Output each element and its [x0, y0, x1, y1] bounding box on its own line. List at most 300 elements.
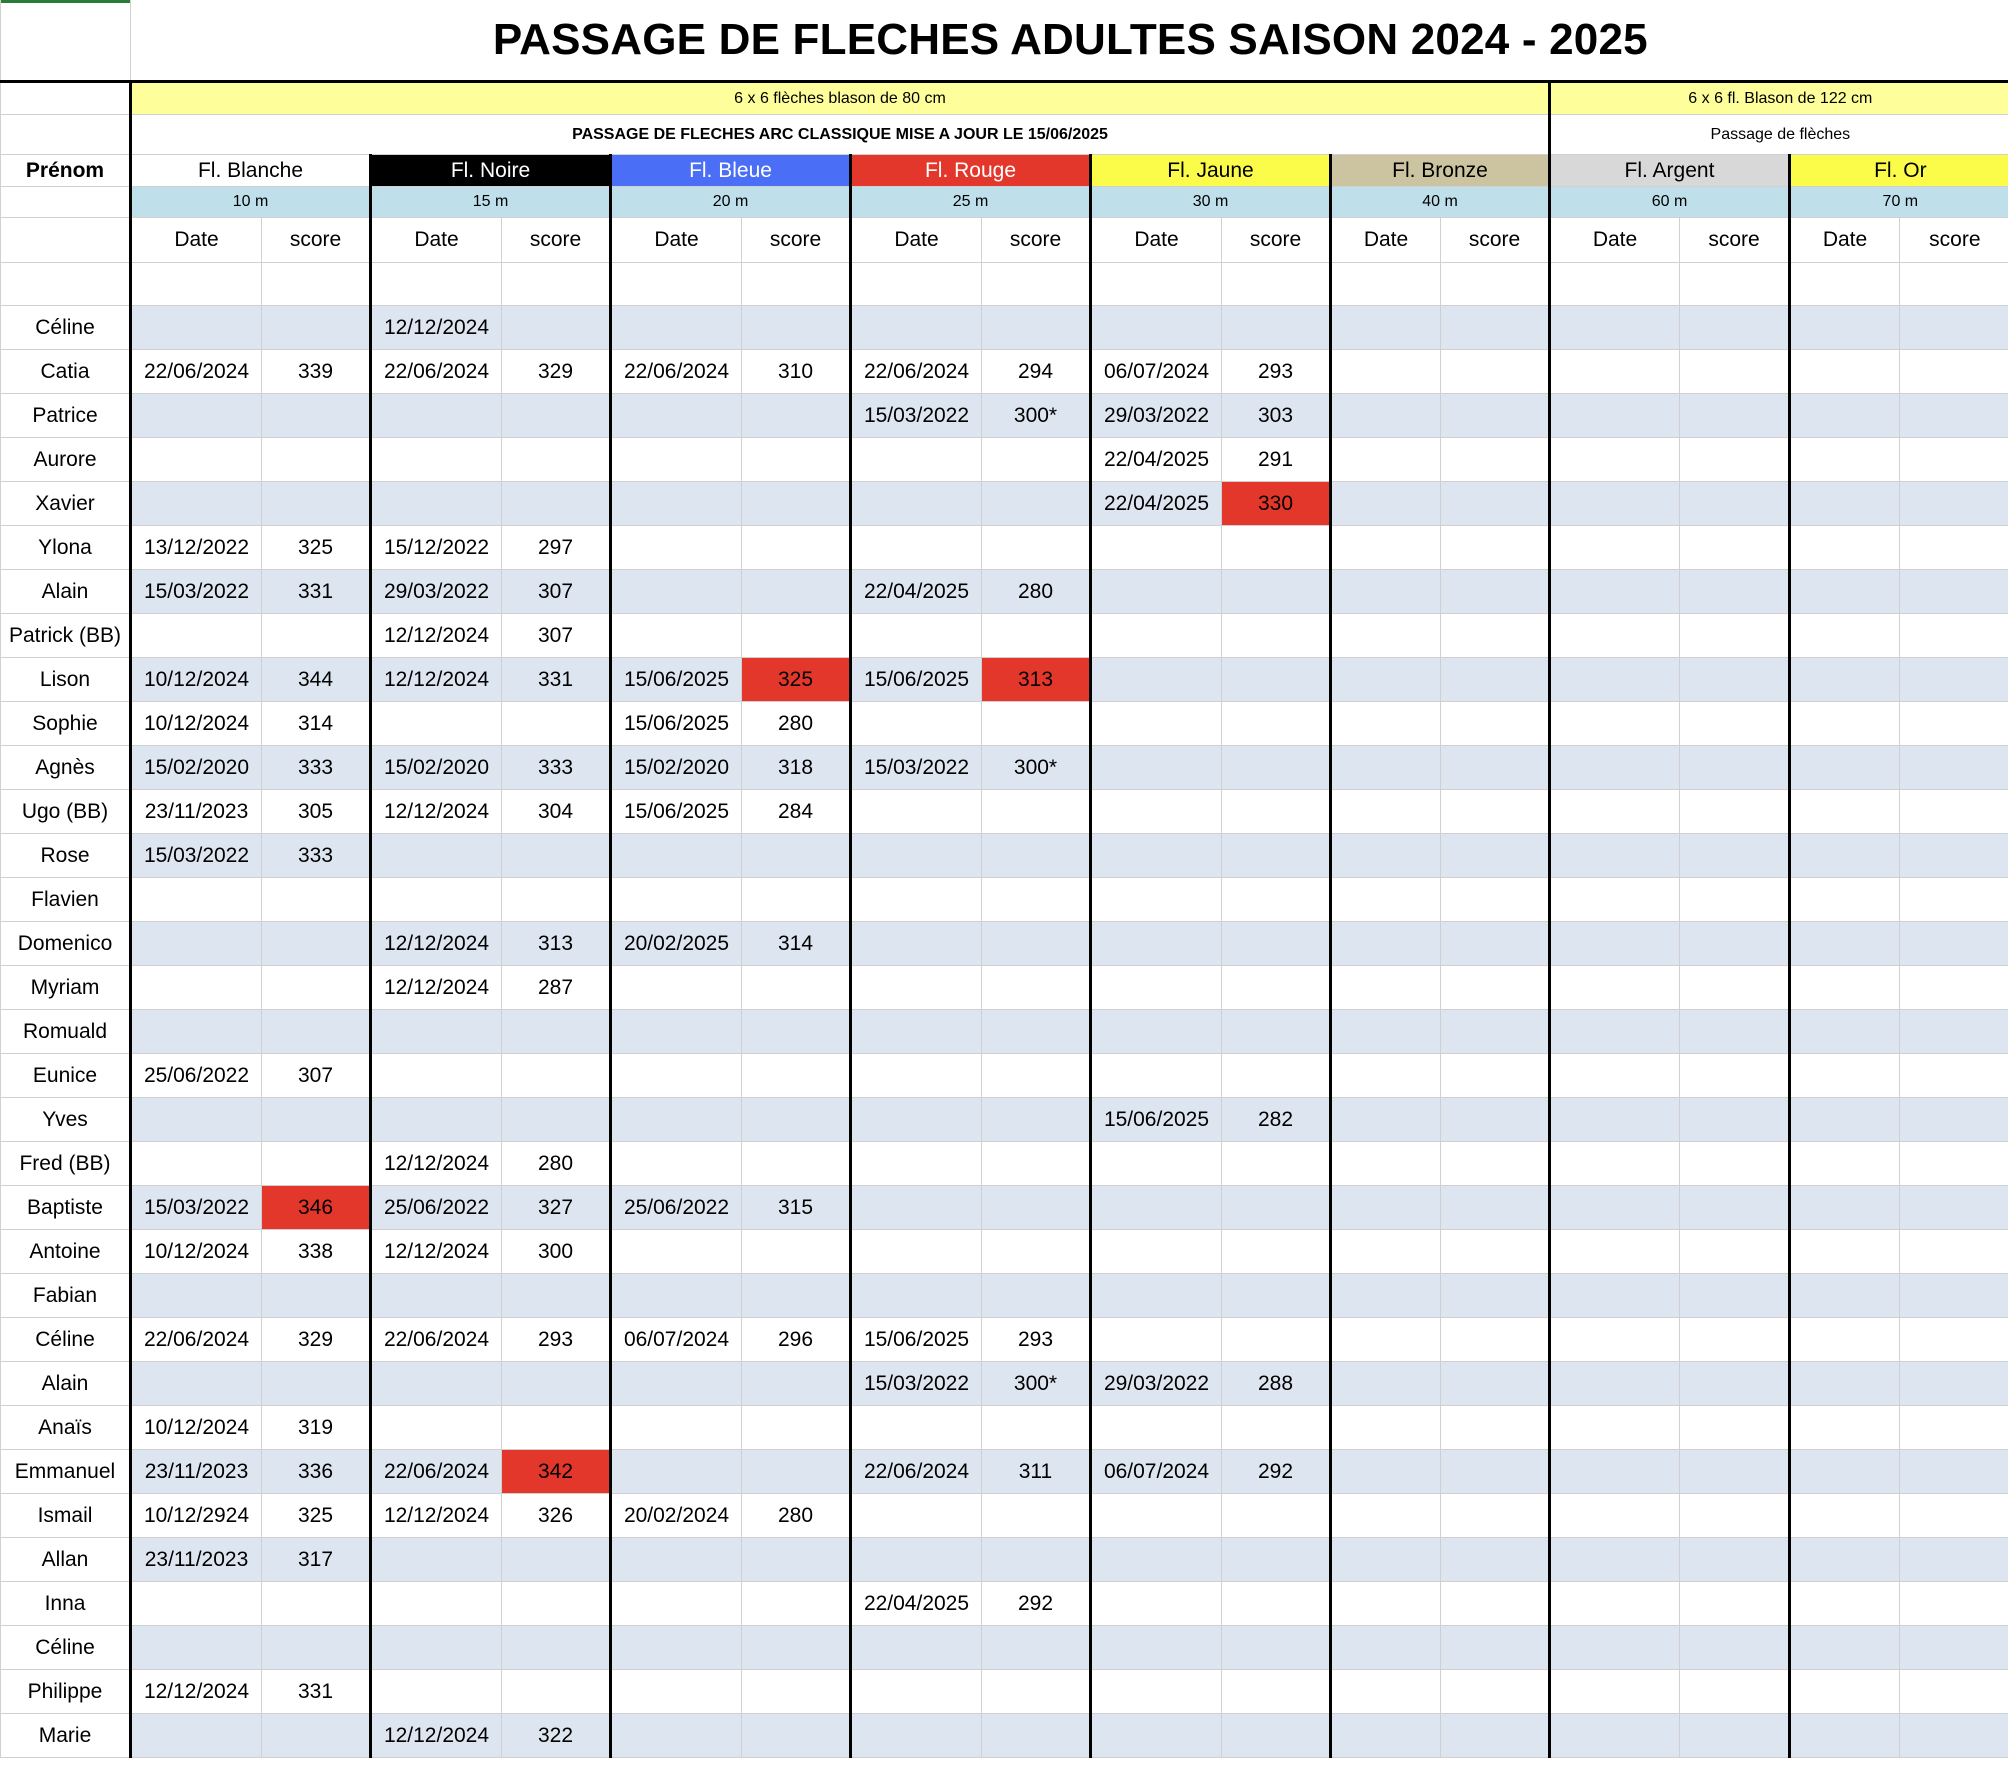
- score-cell[interactable]: [262, 1142, 371, 1186]
- score-cell[interactable]: 293: [502, 1318, 611, 1362]
- score-cell[interactable]: [742, 438, 851, 482]
- score-cell[interactable]: [1680, 1626, 1790, 1670]
- score-cell[interactable]: [1900, 966, 2008, 1010]
- score-cell[interactable]: [742, 614, 851, 658]
- date-cell[interactable]: [851, 1714, 982, 1758]
- date-cell[interactable]: 23/11/2023: [131, 790, 262, 834]
- score-cell[interactable]: [262, 1714, 371, 1758]
- score-cell[interactable]: [1680, 1010, 1790, 1054]
- empty-cell[interactable]: [1550, 263, 1680, 306]
- date-cell[interactable]: [851, 966, 982, 1010]
- date-cell[interactable]: [1091, 658, 1222, 702]
- date-cell[interactable]: 23/11/2023: [131, 1538, 262, 1582]
- score-cell[interactable]: 339: [262, 350, 371, 394]
- score-cell[interactable]: 292: [982, 1582, 1091, 1626]
- score-cell[interactable]: [1680, 526, 1790, 570]
- score-cell[interactable]: [1441, 1582, 1550, 1626]
- date-cell[interactable]: [1331, 1538, 1441, 1582]
- score-cell[interactable]: [1680, 1538, 1790, 1582]
- date-cell[interactable]: [1550, 1406, 1680, 1450]
- date-cell[interactable]: [1790, 1714, 1900, 1758]
- empty-cell[interactable]: [1441, 263, 1550, 306]
- score-cell[interactable]: [1441, 1186, 1550, 1230]
- score-cell[interactable]: [982, 1626, 1091, 1670]
- score-cell[interactable]: [1900, 1714, 2008, 1758]
- score-cell[interactable]: 307: [502, 614, 611, 658]
- date-cell[interactable]: 23/11/2023: [131, 1450, 262, 1494]
- score-cell[interactable]: [1900, 1098, 2008, 1142]
- band-label-cell[interactable]: [1, 82, 131, 115]
- score-cell[interactable]: 297: [502, 526, 611, 570]
- score-cell[interactable]: [1441, 1626, 1550, 1670]
- archer-name[interactable]: Baptiste: [1, 1186, 131, 1230]
- score-cell[interactable]: [1222, 1406, 1331, 1450]
- archer-name[interactable]: Ylona: [1, 526, 131, 570]
- archer-name[interactable]: Xavier: [1, 482, 131, 526]
- score-cell[interactable]: 292: [1222, 1450, 1331, 1494]
- archer-name[interactable]: Marie: [1, 1714, 131, 1758]
- date-cell[interactable]: [1331, 790, 1441, 834]
- score-cell[interactable]: [1680, 1494, 1790, 1538]
- date-cell[interactable]: 15/02/2020: [611, 746, 742, 790]
- date-cell[interactable]: [1790, 350, 1900, 394]
- date-cell[interactable]: [1790, 1538, 1900, 1582]
- score-cell[interactable]: [1900, 878, 2008, 922]
- score-cell[interactable]: 282: [1222, 1098, 1331, 1142]
- score-cell[interactable]: [1441, 394, 1550, 438]
- date-cell[interactable]: [1790, 1406, 1900, 1450]
- score-cell[interactable]: [1222, 746, 1331, 790]
- date-cell[interactable]: [611, 614, 742, 658]
- date-cell[interactable]: 15/03/2022: [131, 834, 262, 878]
- score-cell[interactable]: [1222, 1494, 1331, 1538]
- score-cell[interactable]: [1680, 1054, 1790, 1098]
- date-cell[interactable]: [1550, 306, 1680, 350]
- score-cell[interactable]: [1222, 922, 1331, 966]
- score-cell[interactable]: [1222, 1054, 1331, 1098]
- date-cell[interactable]: [1790, 1318, 1900, 1362]
- archer-name[interactable]: Ugo (BB): [1, 790, 131, 834]
- date-cell[interactable]: [131, 966, 262, 1010]
- score-cell[interactable]: 313: [982, 658, 1091, 702]
- date-cell[interactable]: [1331, 1714, 1441, 1758]
- date-cell[interactable]: [611, 1054, 742, 1098]
- date-cell[interactable]: [1550, 834, 1680, 878]
- date-cell[interactable]: [611, 482, 742, 526]
- date-cell[interactable]: [131, 614, 262, 658]
- score-cell[interactable]: 304: [502, 790, 611, 834]
- date-cell[interactable]: [851, 790, 982, 834]
- archer-name[interactable]: Lison: [1, 658, 131, 702]
- empty-cell[interactable]: [982, 263, 1091, 306]
- date-cell[interactable]: [1331, 1450, 1441, 1494]
- score-cell[interactable]: [1680, 614, 1790, 658]
- score-cell[interactable]: [742, 1010, 851, 1054]
- score-cell[interactable]: [1441, 570, 1550, 614]
- score-cell[interactable]: [1441, 1318, 1550, 1362]
- archer-name[interactable]: Ismail: [1, 1494, 131, 1538]
- date-cell[interactable]: [1331, 1494, 1441, 1538]
- date-cell[interactable]: [1550, 1274, 1680, 1318]
- date-cell[interactable]: [371, 1098, 502, 1142]
- score-cell[interactable]: 313: [502, 922, 611, 966]
- score-cell[interactable]: [1441, 966, 1550, 1010]
- date-cell[interactable]: [1790, 834, 1900, 878]
- date-cell[interactable]: 15/06/2025: [611, 702, 742, 746]
- date-cell[interactable]: [1790, 658, 1900, 702]
- score-cell[interactable]: [1441, 350, 1550, 394]
- score-cell[interactable]: 325: [262, 1494, 371, 1538]
- empty-cell[interactable]: [742, 263, 851, 306]
- score-cell[interactable]: 293: [982, 1318, 1091, 1362]
- date-cell[interactable]: 25/06/2022: [371, 1186, 502, 1230]
- date-cell[interactable]: [851, 482, 982, 526]
- archer-name[interactable]: Rose: [1, 834, 131, 878]
- score-cell[interactable]: [1441, 834, 1550, 878]
- date-cell[interactable]: 22/04/2025: [851, 570, 982, 614]
- date-cell[interactable]: [371, 1670, 502, 1714]
- score-cell[interactable]: [742, 1582, 851, 1626]
- date-cell[interactable]: [1550, 702, 1680, 746]
- date-cell[interactable]: [1790, 526, 1900, 570]
- score-cell[interactable]: [982, 526, 1091, 570]
- date-cell[interactable]: [1790, 570, 1900, 614]
- date-cell[interactable]: 12/12/2024: [371, 306, 502, 350]
- archer-name[interactable]: Domenico: [1, 922, 131, 966]
- score-cell[interactable]: [982, 878, 1091, 922]
- date-cell[interactable]: [1550, 746, 1680, 790]
- score-cell[interactable]: [1222, 1142, 1331, 1186]
- date-cell[interactable]: 12/12/2024: [371, 1142, 502, 1186]
- score-cell[interactable]: [1900, 1450, 2008, 1494]
- spacer-cell[interactable]: [1, 263, 131, 306]
- score-cell[interactable]: [1680, 922, 1790, 966]
- date-cell[interactable]: [1331, 1230, 1441, 1274]
- archer-name[interactable]: Catia: [1, 350, 131, 394]
- score-cell[interactable]: 333: [262, 834, 371, 878]
- date-cell[interactable]: 15/03/2022: [851, 1362, 982, 1406]
- score-cell[interactable]: [982, 1142, 1091, 1186]
- date-cell[interactable]: [1790, 922, 1900, 966]
- score-cell[interactable]: [1900, 1318, 2008, 1362]
- date-cell[interactable]: [1331, 966, 1441, 1010]
- score-cell[interactable]: [502, 1010, 611, 1054]
- score-cell[interactable]: [1222, 658, 1331, 702]
- date-cell[interactable]: 15/06/2025: [611, 790, 742, 834]
- date-cell[interactable]: [1550, 1626, 1680, 1670]
- date-cell[interactable]: [851, 614, 982, 658]
- score-cell[interactable]: [502, 482, 611, 526]
- score-cell[interactable]: [502, 1626, 611, 1670]
- date-cell[interactable]: 06/07/2024: [1091, 1450, 1222, 1494]
- score-cell[interactable]: [742, 306, 851, 350]
- date-cell[interactable]: [131, 1142, 262, 1186]
- score-cell[interactable]: [1680, 1406, 1790, 1450]
- score-cell[interactable]: [502, 438, 611, 482]
- score-cell[interactable]: [1900, 1538, 2008, 1582]
- date-cell[interactable]: [1331, 1274, 1441, 1318]
- date-cell[interactable]: [611, 1010, 742, 1054]
- score-cell[interactable]: [262, 482, 371, 526]
- score-cell[interactable]: [1680, 1098, 1790, 1142]
- date-cell[interactable]: [1331, 834, 1441, 878]
- date-cell[interactable]: [1550, 790, 1680, 834]
- empty-cell[interactable]: [1790, 263, 1900, 306]
- score-cell[interactable]: [742, 1626, 851, 1670]
- date-cell[interactable]: [1550, 438, 1680, 482]
- date-cell[interactable]: [1790, 1670, 1900, 1714]
- date-cell[interactable]: [1091, 966, 1222, 1010]
- score-cell[interactable]: [502, 306, 611, 350]
- date-cell[interactable]: [1550, 966, 1680, 1010]
- date-cell[interactable]: 25/06/2022: [611, 1186, 742, 1230]
- date-cell[interactable]: 29/03/2022: [1091, 1362, 1222, 1406]
- score-cell[interactable]: [1222, 570, 1331, 614]
- date-cell[interactable]: [611, 1274, 742, 1318]
- column-label-cell[interactable]: [1, 218, 131, 263]
- score-cell[interactable]: [1222, 306, 1331, 350]
- archer-name[interactable]: Fabian: [1, 1274, 131, 1318]
- date-cell[interactable]: [851, 878, 982, 922]
- date-cell[interactable]: 15/03/2022: [131, 570, 262, 614]
- archer-name[interactable]: Emmanuel: [1, 1450, 131, 1494]
- date-cell[interactable]: [1331, 614, 1441, 658]
- date-cell[interactable]: [1091, 570, 1222, 614]
- date-cell[interactable]: [1550, 1670, 1680, 1714]
- score-cell[interactable]: [262, 1274, 371, 1318]
- date-cell[interactable]: [1091, 306, 1222, 350]
- score-cell[interactable]: [742, 482, 851, 526]
- date-cell[interactable]: [1091, 1494, 1222, 1538]
- date-cell[interactable]: 12/12/2024: [371, 966, 502, 1010]
- score-cell[interactable]: [262, 922, 371, 966]
- score-cell[interactable]: [502, 702, 611, 746]
- score-cell[interactable]: [742, 570, 851, 614]
- score-cell[interactable]: [742, 1142, 851, 1186]
- date-cell[interactable]: [371, 1538, 502, 1582]
- date-cell[interactable]: 20/02/2025: [611, 922, 742, 966]
- score-cell[interactable]: [1222, 526, 1331, 570]
- date-cell[interactable]: [1331, 1186, 1441, 1230]
- date-cell[interactable]: [1790, 394, 1900, 438]
- empty-cell[interactable]: [1222, 263, 1331, 306]
- score-cell[interactable]: 331: [262, 570, 371, 614]
- date-cell[interactable]: 15/12/2022: [371, 526, 502, 570]
- score-cell[interactable]: 330: [1222, 482, 1331, 526]
- score-cell[interactable]: [1441, 1362, 1550, 1406]
- score-cell[interactable]: [1680, 1670, 1790, 1714]
- date-cell[interactable]: [1091, 1054, 1222, 1098]
- date-cell[interactable]: 15/06/2025: [851, 1318, 982, 1362]
- score-cell[interactable]: 305: [262, 790, 371, 834]
- date-cell[interactable]: 12/12/2024: [131, 1670, 262, 1714]
- date-cell[interactable]: [851, 1010, 982, 1054]
- score-cell[interactable]: 291: [1222, 438, 1331, 482]
- date-cell[interactable]: [851, 1274, 982, 1318]
- date-cell[interactable]: [1550, 1054, 1680, 1098]
- distance-label-cell[interactable]: [1, 187, 131, 218]
- score-cell[interactable]: 293: [1222, 350, 1331, 394]
- date-cell[interactable]: [611, 1362, 742, 1406]
- score-cell[interactable]: [262, 1362, 371, 1406]
- empty-cell[interactable]: [1680, 263, 1790, 306]
- score-cell[interactable]: 307: [262, 1054, 371, 1098]
- date-cell[interactable]: [1550, 1230, 1680, 1274]
- date-cell[interactable]: [1331, 1670, 1441, 1714]
- score-cell[interactable]: [1680, 482, 1790, 526]
- score-cell[interactable]: [1900, 702, 2008, 746]
- date-cell[interactable]: [131, 878, 262, 922]
- date-cell[interactable]: [1550, 1010, 1680, 1054]
- date-cell[interactable]: 15/06/2025: [611, 658, 742, 702]
- date-cell[interactable]: [1790, 438, 1900, 482]
- date-cell[interactable]: [371, 394, 502, 438]
- score-cell[interactable]: [1441, 614, 1550, 658]
- corner-cell[interactable]: [1, 0, 131, 82]
- archer-name[interactable]: Agnès: [1, 746, 131, 790]
- date-cell[interactable]: [611, 1670, 742, 1714]
- date-cell[interactable]: [371, 834, 502, 878]
- score-cell[interactable]: [262, 966, 371, 1010]
- archer-name[interactable]: Inna: [1, 1582, 131, 1626]
- date-cell[interactable]: [1550, 1318, 1680, 1362]
- date-cell[interactable]: [1331, 306, 1441, 350]
- score-cell[interactable]: 296: [742, 1318, 851, 1362]
- date-cell[interactable]: [131, 1098, 262, 1142]
- score-cell[interactable]: [262, 1582, 371, 1626]
- score-cell[interactable]: [1900, 350, 2008, 394]
- date-cell[interactable]: [371, 1274, 502, 1318]
- score-cell[interactable]: [1900, 482, 2008, 526]
- score-cell[interactable]: [1900, 1186, 2008, 1230]
- score-cell[interactable]: [982, 482, 1091, 526]
- date-cell[interactable]: 15/06/2025: [851, 658, 982, 702]
- score-cell[interactable]: [1900, 1582, 2008, 1626]
- score-cell[interactable]: 331: [502, 658, 611, 702]
- date-cell[interactable]: [851, 1626, 982, 1670]
- date-cell[interactable]: [1331, 1582, 1441, 1626]
- date-cell[interactable]: [611, 878, 742, 922]
- date-cell[interactable]: 15/02/2020: [131, 746, 262, 790]
- score-cell[interactable]: [1900, 438, 2008, 482]
- date-cell[interactable]: [1091, 1010, 1222, 1054]
- date-cell[interactable]: [611, 834, 742, 878]
- archer-name[interactable]: Eunice: [1, 1054, 131, 1098]
- date-cell[interactable]: [1550, 526, 1680, 570]
- score-cell[interactable]: [1441, 1538, 1550, 1582]
- date-cell[interactable]: [611, 1142, 742, 1186]
- score-cell[interactable]: [1222, 1626, 1331, 1670]
- score-cell[interactable]: [1680, 306, 1790, 350]
- date-cell[interactable]: [851, 702, 982, 746]
- score-cell[interactable]: [1441, 306, 1550, 350]
- date-cell[interactable]: [131, 1714, 262, 1758]
- date-cell[interactable]: 12/12/2024: [371, 922, 502, 966]
- score-cell[interactable]: [982, 1494, 1091, 1538]
- score-cell[interactable]: [502, 1362, 611, 1406]
- score-cell[interactable]: [1680, 350, 1790, 394]
- date-cell[interactable]: [1331, 1362, 1441, 1406]
- archer-name[interactable]: Romuald: [1, 1010, 131, 1054]
- score-cell[interactable]: [1900, 614, 2008, 658]
- score-cell[interactable]: [1441, 1098, 1550, 1142]
- date-cell[interactable]: 12/12/2024: [371, 790, 502, 834]
- score-cell[interactable]: [1900, 1670, 2008, 1714]
- score-cell[interactable]: 317: [262, 1538, 371, 1582]
- score-cell[interactable]: 288: [1222, 1362, 1331, 1406]
- score-cell[interactable]: [1900, 1626, 2008, 1670]
- score-cell[interactable]: [1680, 658, 1790, 702]
- score-cell[interactable]: [1680, 1142, 1790, 1186]
- date-cell[interactable]: 22/06/2024: [371, 1318, 502, 1362]
- date-cell[interactable]: [851, 1054, 982, 1098]
- score-cell[interactable]: [1222, 1186, 1331, 1230]
- score-cell[interactable]: [502, 1538, 611, 1582]
- date-cell[interactable]: 12/12/2024: [371, 1714, 502, 1758]
- subtitle-label-cell[interactable]: [1, 115, 131, 155]
- score-cell[interactable]: [982, 702, 1091, 746]
- score-cell[interactable]: 338: [262, 1230, 371, 1274]
- score-cell[interactable]: [1222, 966, 1331, 1010]
- date-cell[interactable]: [611, 1450, 742, 1494]
- date-cell[interactable]: [1091, 526, 1222, 570]
- date-cell[interactable]: [1790, 306, 1900, 350]
- date-cell[interactable]: [851, 1142, 982, 1186]
- archer-name[interactable]: Flavien: [1, 878, 131, 922]
- archer-name[interactable]: Antoine: [1, 1230, 131, 1274]
- score-cell[interactable]: [1900, 306, 2008, 350]
- score-cell[interactable]: 318: [742, 746, 851, 790]
- score-cell[interactable]: [982, 922, 1091, 966]
- date-cell[interactable]: [611, 966, 742, 1010]
- score-cell[interactable]: [1900, 1494, 2008, 1538]
- score-cell[interactable]: [1441, 702, 1550, 746]
- score-cell[interactable]: [1222, 1010, 1331, 1054]
- date-cell[interactable]: [1331, 526, 1441, 570]
- score-cell[interactable]: [1900, 1362, 2008, 1406]
- score-cell[interactable]: [1441, 1230, 1550, 1274]
- score-cell[interactable]: [742, 394, 851, 438]
- score-cell[interactable]: 333: [502, 746, 611, 790]
- date-cell[interactable]: [371, 482, 502, 526]
- score-cell[interactable]: [742, 1714, 851, 1758]
- date-cell[interactable]: [1790, 878, 1900, 922]
- date-cell[interactable]: [371, 878, 502, 922]
- score-cell[interactable]: [982, 306, 1091, 350]
- date-cell[interactable]: [1550, 482, 1680, 526]
- score-cell[interactable]: 336: [262, 1450, 371, 1494]
- date-cell[interactable]: [611, 1582, 742, 1626]
- score-cell[interactable]: 344: [262, 658, 371, 702]
- score-cell[interactable]: [742, 1450, 851, 1494]
- score-cell[interactable]: [1900, 570, 2008, 614]
- date-cell[interactable]: 12/12/2024: [371, 658, 502, 702]
- date-cell[interactable]: [1091, 1406, 1222, 1450]
- score-cell[interactable]: [1680, 1714, 1790, 1758]
- score-cell[interactable]: 280: [982, 570, 1091, 614]
- score-cell[interactable]: [1900, 526, 2008, 570]
- score-cell[interactable]: [1441, 790, 1550, 834]
- date-cell[interactable]: 10/12/2024: [131, 658, 262, 702]
- archer-name[interactable]: Myriam: [1, 966, 131, 1010]
- score-cell[interactable]: [1441, 658, 1550, 702]
- score-cell[interactable]: [1680, 966, 1790, 1010]
- score-cell[interactable]: [1441, 1054, 1550, 1098]
- date-cell[interactable]: 22/06/2024: [851, 350, 982, 394]
- score-cell[interactable]: [1441, 878, 1550, 922]
- score-cell[interactable]: [1900, 1054, 2008, 1098]
- date-cell[interactable]: 22/04/2025: [851, 1582, 982, 1626]
